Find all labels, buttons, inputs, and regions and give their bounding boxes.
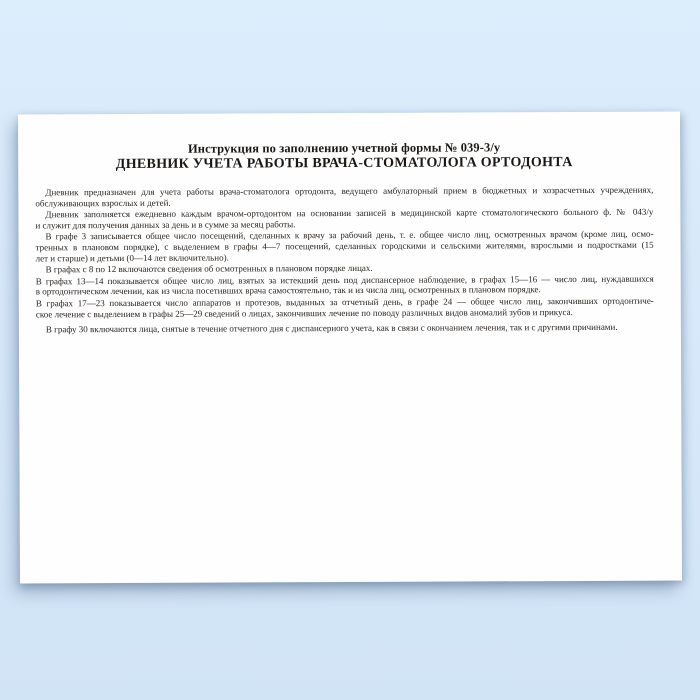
text-line: и служит для получения данных за день и в сумме за месяц работы. <box>35 219 296 231</box>
text-line: тренных в плановом порядке), с выделением в графы 4—7 посещений, сделанных городскими и сельскими жителями, взрослыми и подростками (15 <box>35 239 654 253</box>
document-title-main: ДНЕВНИК УЧЕТА РАБОТЫ ВРАЧА-СТОМАТОЛОГА ОРТОДОНТА <box>115 155 573 173</box>
document-page <box>18 112 682 584</box>
text-line: лет и старше) и детьми (0—14 лет включительно). <box>35 252 229 263</box>
paragraph <box>35 185 653 209</box>
text-line: В графе 3 записывается общее число посещений, сделанных к врачу за рабочий день, т. е. общее число лиц, осмотренных врачом (кроме лиц, осмо- <box>45 229 654 242</box>
paragraph <box>36 273 654 297</box>
paragraph <box>36 296 654 320</box>
paragraph <box>36 322 654 335</box>
document-body <box>35 185 654 335</box>
paragraph <box>35 229 653 263</box>
text-line: В графах с 8 по 12 включаются сведения об осмотренных в плановом порядке лицах. <box>45 263 373 275</box>
text-line: В графах 13—14 показывается общее число лиц, взятых за истекший день под диспансерное наблюдение, в графах 15—16 — число лиц, нуждавшихся <box>35 273 654 287</box>
text-line: в ортодонтическом лечении, как из числа посетивших врача самостоятельно, так и из числа лиц, осмотренных в плановом порядке. <box>35 284 541 297</box>
text-line: В графу 30 включаются лица, снятые в течение отчетного дня с диспансерного учета, как в связи с окончанием лечения, так и с другими причинами. <box>45 321 618 335</box>
text-line: ское лечение с выделением в графы 25—29 сведений о лицах, закончивших лечение по поводу различных видов аномалий зубов и прикуса. <box>35 306 573 319</box>
text-line: В графах 17—23 показывается число аппаратов и протезов, выданных за отчетный день, в графе 24 — общее число лиц, закончивших ортодонтиче- <box>35 295 654 309</box>
paragraph <box>35 207 653 231</box>
text-line: обслуживающих взрослых и детей. <box>35 197 171 208</box>
document-title-form-number: Инструкция по заполнению учетной формы № 039-3/у <box>187 140 501 156</box>
text-line: Дневник заполняется ежедневно каждым врачом-ортодонтом на основании записей в медицинской карте стоматологического больного ф. № 043/у <box>45 206 654 220</box>
text-line: Дневник предназначен для учета работы врача-стоматолога ортодонта, ведущего амбулаторный прием в бюджетных и хозрасчетных учреждениях, <box>45 184 654 198</box>
